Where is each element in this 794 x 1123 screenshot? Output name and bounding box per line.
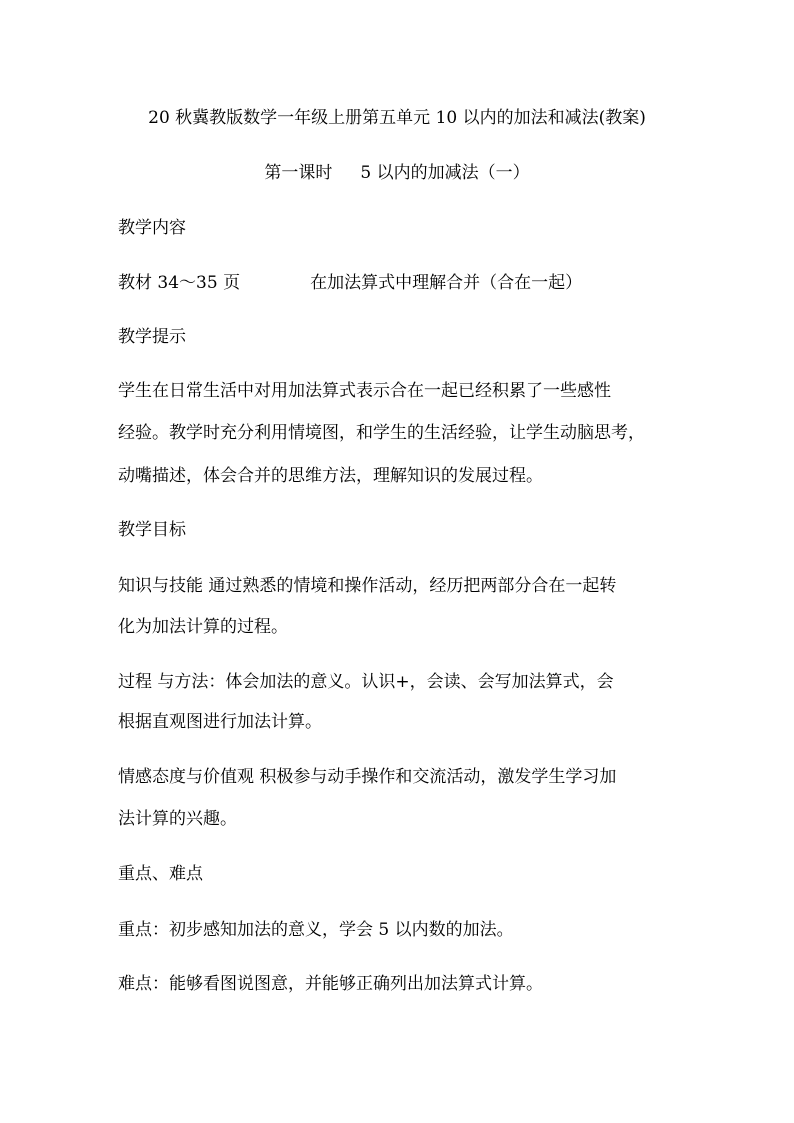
goal-process-line-2: 根据直观图进行加法计算。 [118, 712, 322, 732]
key-point-line: 重点：初步感知加法的意义，学会 5 以内数的加法。 [118, 920, 514, 940]
hint-paragraph-line-1: 学生在日常生活中对用加法算式表示合在一起已经积累了一些感性 [118, 381, 611, 401]
difficulty-line: 难点：能够看图说图意，并能够正确列出加法算式计算。 [118, 974, 543, 994]
heading-teaching-goals: 教学目标 [118, 520, 186, 540]
textbook-pages: 教材 34～35 页 [118, 273, 241, 293]
goal-process-line-1: 过程 与方法：体会加法的意义。认识+，会读、会写加法算式，会 [118, 672, 614, 692]
hint-paragraph-line-3: 动嘴描述，体会合并的思维方法，理解知识的发展过程。 [118, 466, 543, 486]
lesson-topic: 5 以内的加减法（一） [360, 163, 530, 183]
heading-teaching-hint: 教学提示 [118, 327, 186, 347]
goal-emotion-line-2: 法计算的兴趣。 [118, 809, 237, 829]
teaching-content-line [118, 273, 678, 293]
heading-teaching-content: 教学内容 [118, 218, 186, 238]
lesson-number: 第一课时 [264, 163, 333, 183]
content-description: 在加法算式中理解合并（合在一起） [310, 273, 583, 293]
goal-knowledge-line-2: 化为加法计算的过程。 [118, 617, 288, 637]
heading-key-points: 重点、难点 [118, 864, 203, 884]
goal-knowledge-line-1: 知识与技能 通过熟悉的情境和操作活动，经历把两部分合在一起转 [118, 576, 617, 596]
hint-paragraph-line-2: 经验。教学时充分利用情境图，和学生的生活经验，让学生动脑思考， [118, 423, 645, 443]
lesson-subtitle [0, 163, 794, 183]
goal-emotion-line-1: 情感态度与价值观 积极参与动手操作和交流活动，激发学生学习加 [118, 767, 617, 787]
document-title: 20 秋冀教版数学一年级上册第五单元 10 以内的加法和减法(教案) [148, 108, 646, 128]
